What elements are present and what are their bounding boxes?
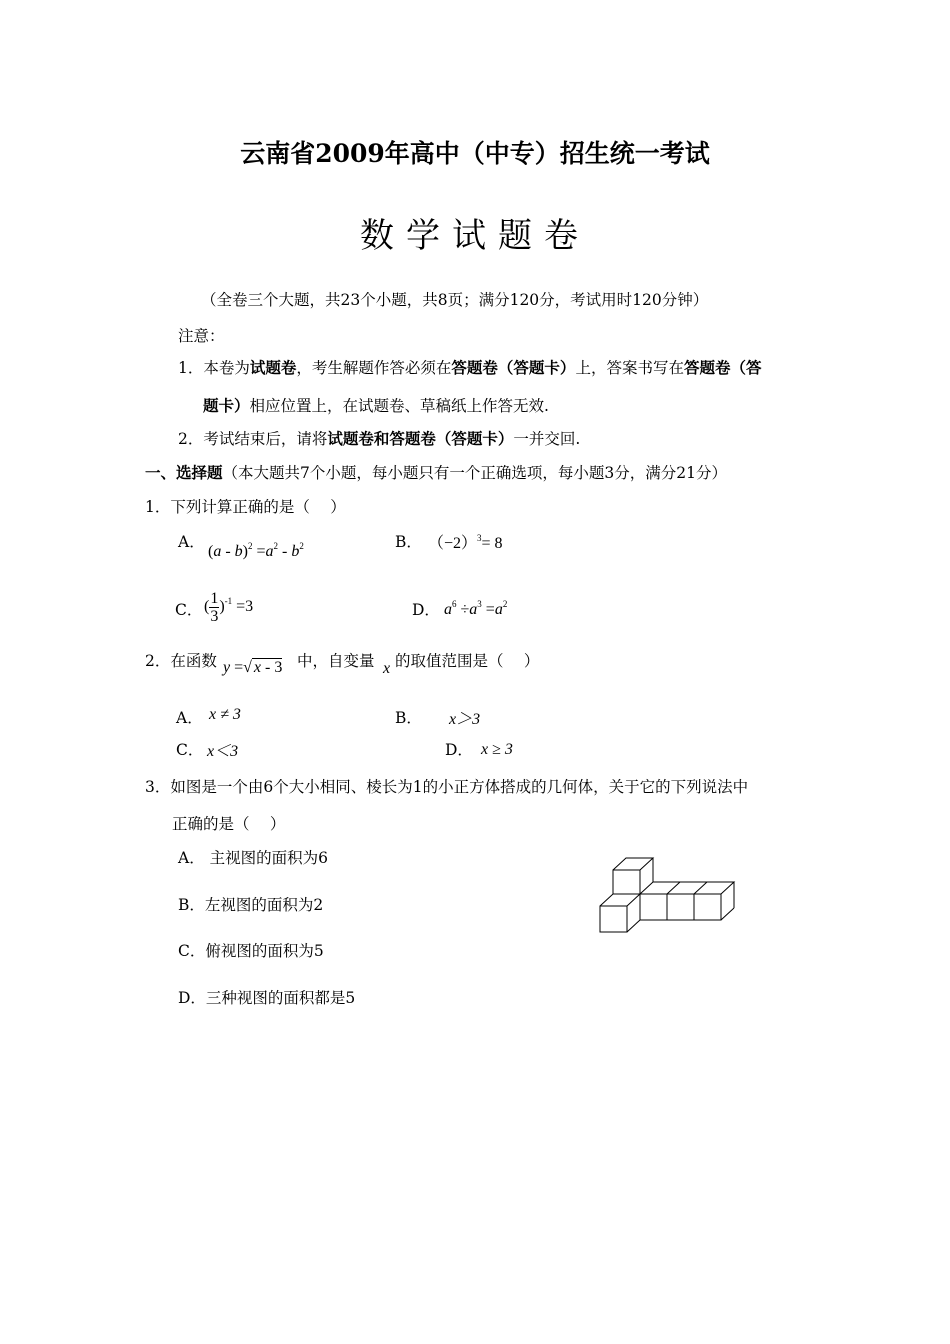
- notice-item-2-number: 2．: [178, 430, 204, 448]
- notice-item-1-bold-d: 答题卷（答题卡）: [451, 358, 576, 377]
- q2-stem-a: 2．在函数: [145, 652, 217, 670]
- section-1-description: （本大题共7个小题，每小题只有一个正确选项，每小题3分，满分21分）: [222, 464, 727, 482]
- q3-option-c: C．俯视图的面积为5: [178, 942, 324, 960]
- q2-option-b-label: B．: [395, 709, 422, 727]
- exam-info: （全卷三个大题，共23个小题，共8页；满分120分，考试用时120分钟）: [201, 291, 709, 309]
- q1-option-a-math: $(a - b)^2 =a^2 - b^2$: [208, 541, 304, 560]
- q2-stem-math: y =√ x - 3: [223, 659, 283, 676]
- q1-option-b-label: B．: [395, 533, 422, 551]
- section-1-header: [145, 461, 727, 483]
- q1-option-d-label: D．: [412, 601, 440, 619]
- notice-item-1-text-e: 上，答案书写在: [575, 359, 684, 377]
- q1-option-a-label: A．: [178, 533, 205, 551]
- notice-item-2-text-c: 一并交回.: [513, 430, 581, 448]
- notice-item-1-cont: [203, 394, 549, 416]
- notice-item-2: [178, 427, 580, 449]
- q2-stem-c: 的取值范围是（ ）: [395, 652, 540, 670]
- q1-option-b-text: $(-2)^3= 8$: [428, 533, 503, 552]
- q2-stem-b: 中，自变量: [297, 652, 375, 670]
- section-1-heading: 一、选择题: [145, 463, 223, 482]
- q1-option-d-math: $a^6 \div a^3 =a^2$: [444, 599, 508, 618]
- q2-option-a-label: A．: [176, 709, 203, 727]
- q3-stem-line-2: 正确的是（ ）: [172, 815, 286, 833]
- exam-title: 云南省2009年高中（中专）招生统一考试: [240, 139, 710, 168]
- q1-stem: 1．下列计算正确的是（ ）: [145, 498, 346, 516]
- notice-item-2-text-a: 考试结束后，请将: [203, 430, 328, 448]
- back-row-cubes: [613, 858, 734, 920]
- q2-option-b-math: x＞3: [449, 711, 481, 728]
- exam-subtitle: 数学试题卷: [360, 216, 590, 256]
- notice-item-1-bold-f: 答题卷（答: [683, 358, 762, 377]
- front-cube: [600, 894, 640, 932]
- q3-stem-line-1: 3．如图是一个由6个大小相同、棱长为1的小正方体搭成的几何体，关于它的下列说法中: [145, 778, 749, 796]
- q1-option-c-math: ( $\frac{1}{3}$ )$^{-1}$ =3: [204, 590, 254, 625]
- q3-option-b: B．左视图的面积为2: [178, 896, 324, 914]
- q2-stem-var: x: [383, 660, 391, 677]
- q2-option-d-math: x ≥ 3: [481, 741, 513, 758]
- q3-option-d: D．三种视图的面积都是5: [178, 989, 356, 1007]
- notice-item-1-text-a: 本卷为: [203, 359, 250, 377]
- q2-option-d-label: D．: [445, 741, 473, 759]
- q2-option-c-label: C．: [176, 741, 204, 759]
- q1-option-c-label: C．: [175, 601, 203, 619]
- notice-item-1-bold-b: 试题卷: [249, 358, 297, 377]
- q2-option-c-math: x＜3: [207, 743, 239, 760]
- notice-item-1-bold-g: 题卡）: [203, 396, 250, 415]
- notice-item-1-text-c: ，考生解题作答必须在: [296, 359, 452, 377]
- cube-figure: [590, 850, 750, 940]
- notice-item-1-number: 1．: [178, 359, 204, 377]
- q3-option-a: A． 主视图的面积为6: [178, 849, 328, 867]
- notice-item-1: [178, 356, 761, 378]
- notice-label: 注意：: [178, 327, 225, 345]
- notice-item-1-text-h: 相应位置上，在试题卷、草稿纸上作答无效.: [249, 397, 549, 415]
- notice-item-2-bold-b: 试题卷和答题卷（答题卡）: [327, 429, 514, 448]
- q2-option-a-math: x ≠ 3: [209, 706, 241, 723]
